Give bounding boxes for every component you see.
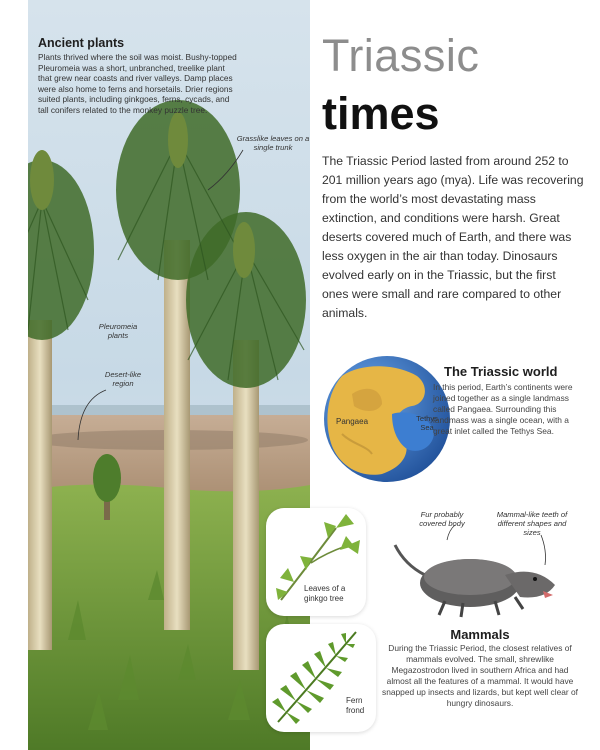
fern-label: Fern frond: [346, 696, 365, 715]
triassic-world-text: In this period, Earth’s continents were joined together as a single landmass called Pangaea. Surrounding this landmass was a single ocean, with a great inlet called the Tethys Sea.: [433, 382, 573, 436]
pangaea-label: Pangaea: [336, 417, 369, 426]
triassic-world-title: The Triassic world: [444, 364, 558, 379]
grasslike-leaves-label: Grasslike leaves on a single trunk: [236, 134, 310, 152]
fur-label: Fur probably covered body: [419, 510, 465, 528]
mammals-text: During the Triassic Period, the closest relatives of mammals evolved. The small, shrewlike Megazostrodon lived in southern Africa and had almost all the features of a mammal. It would have snapped up insects and lizards, but kept well clear of hungry dinosaurs.: [382, 643, 578, 708]
ancient-plants-text: Plants thrived where the soil was moist. Bushy-topped Pleuromeia was a short, unbranched, treelike plant that grew near coasts and river valleys. Damp places were also home to ferns and horsetails. Drier regions suited plants, including ginkgoes, ferns, cycads, and tall conifers related to the monkey puzzle tree.: [38, 52, 237, 115]
intro-paragraph: The Triassic Period lasted from around 252 to 201 million years ago (mya). Life was recovering from the world’s most devastating mass extinction, and conditions were harsh. Great deserts covered much of Earth, and there was less oxygen in the air than today. Dinosaurs evolved early on in the Triassic, but the first ones were small and rare compared to other animals.: [322, 154, 584, 320]
desert-region-label: Desert-like region: [104, 370, 142, 388]
pleuromeia-label: Pleuromeia plants: [98, 322, 138, 340]
mammals-title: Mammals: [450, 627, 510, 642]
ginkgo-label: Leaves of a ginkgo tree: [304, 584, 346, 603]
ancient-plants-box: [38, 36, 238, 116]
teeth-label: Mammal-like teeth of different shapes and sizes: [496, 510, 568, 537]
page-title-bold: times: [322, 88, 440, 139]
tethys-sea-label: Tethys Sea: [416, 414, 438, 432]
page-title-light: Triassic: [322, 30, 480, 81]
ancient-plants-title: Ancient plants: [38, 36, 125, 50]
